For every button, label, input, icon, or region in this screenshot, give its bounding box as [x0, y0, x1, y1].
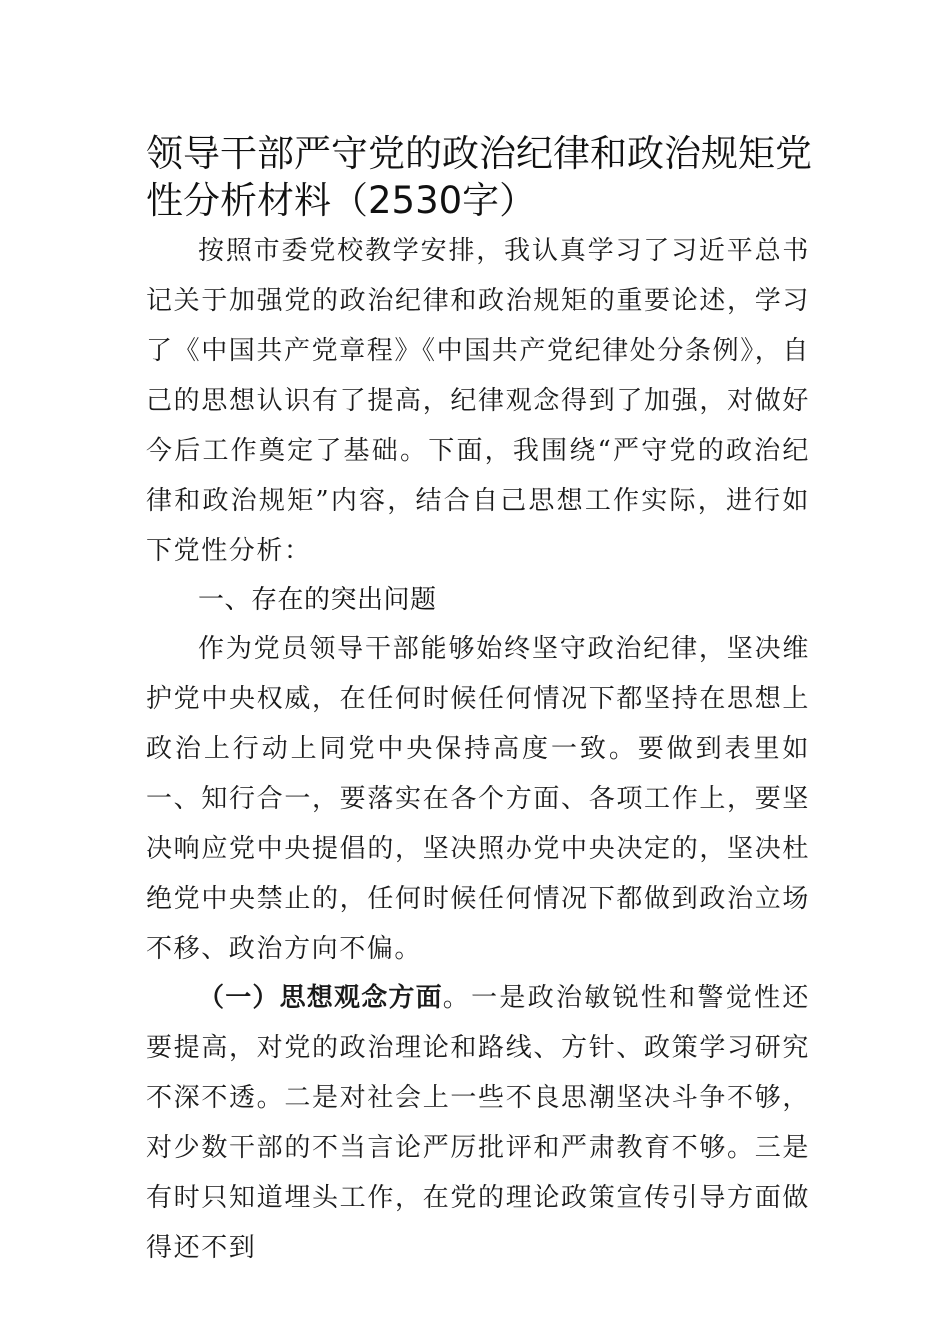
subsection-text: 。一是政治敏锐性和警觉性还要提高，对党的政治理论和路线、方针、政策学习研究不深不透。二是对社会上一些不良思潮坚决斗争不够，对少数干部的不当言论严厉批评和严肃教育不够。三是有时只知道埋头工作，在党的理论政策宣传引导方面做得还不到 [146, 983, 810, 1263]
subsection-1-block [146, 973, 810, 1273]
document-title: 领导干部严守党的政治纪律和政治规矩党性分析材料（2530字） [146, 132, 812, 222]
intro-block [146, 226, 810, 576]
section-heading: 一、存在的突出问题 [198, 585, 437, 615]
section-1-block [146, 575, 810, 625]
section-paragraph: 作为党员领导干部能够始终坚守政治纪律，坚决维护党中央权威，在任何时候任何情况下都坚持在思想上政治上行动上同党中央保持高度一致。要做到表里如一、知行合一，要落实在各个方面、各项工作上，要坚决响应党中央提倡的，坚决照办党中央决定的，坚决杜绝党中央禁止的，任何时候任何情况下都做到政治立场不移、政治方向不偏。 [146, 634, 810, 964]
section-1-body [146, 624, 810, 974]
subsection-lead: （一）思想观念方面 [198, 983, 443, 1013]
intro-paragraph: 按照市委党校教学安排，我认真学习了习近平总书记关于加强党的政治纪律和政治规矩的重要论述，学习了《中国共产党章程》《中国共产党纪律处分条例》，自己的思想认识有了提高，纪律观念得到了加强，对做好今后工作奠定了基础。下面，我围绕“严守党的政治纪律和政治规矩”内容，结合自己思想工作实际，进行如下党性分析： [146, 236, 811, 566]
subsection-paragraph [146, 973, 810, 1273]
